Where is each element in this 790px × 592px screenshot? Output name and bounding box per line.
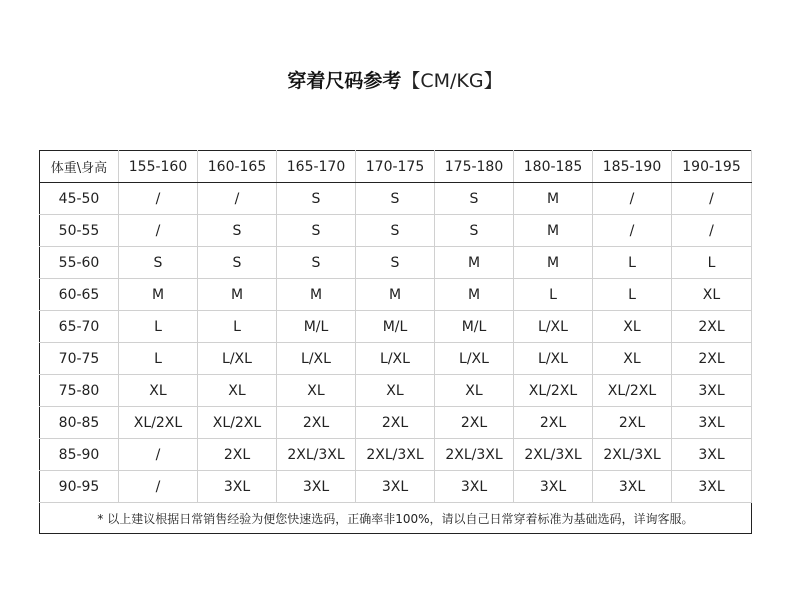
- size-cell: XL/2XL: [514, 375, 593, 407]
- weight-cell: 55-60: [40, 247, 119, 279]
- size-cell: S: [198, 247, 277, 279]
- height-header: 180-185: [514, 151, 593, 183]
- size-cell: L: [119, 343, 198, 375]
- size-cell: /: [198, 183, 277, 215]
- size-cell: L: [119, 311, 198, 343]
- table-row: [40, 215, 752, 247]
- size-cell: 2XL/3XL: [593, 439, 672, 471]
- table-row: [40, 247, 752, 279]
- weight-cell: 85-90: [40, 439, 119, 471]
- size-cell: S: [435, 183, 514, 215]
- size-cell: 2XL: [672, 311, 752, 343]
- size-cell: 2XL/3XL: [514, 439, 593, 471]
- size-cell: 2XL: [672, 343, 752, 375]
- size-cell: 2XL: [593, 407, 672, 439]
- size-cell: M: [435, 247, 514, 279]
- size-cell: /: [119, 183, 198, 215]
- size-cell: M: [514, 183, 593, 215]
- size-cell: S: [356, 215, 435, 247]
- size-cell: L: [593, 247, 672, 279]
- size-cell: 2XL: [356, 407, 435, 439]
- size-cell: S: [119, 247, 198, 279]
- height-header: 175-180: [435, 151, 514, 183]
- size-cell: M: [356, 279, 435, 311]
- table-row: [40, 279, 752, 311]
- size-cell: XL: [593, 311, 672, 343]
- size-cell: 2XL/3XL: [277, 439, 356, 471]
- size-cell: 2XL: [198, 439, 277, 471]
- height-header: 155-160: [119, 151, 198, 183]
- size-cell: 2XL/3XL: [435, 439, 514, 471]
- size-cell: M: [514, 215, 593, 247]
- size-cell: XL/2XL: [593, 375, 672, 407]
- size-cell: 3XL: [514, 471, 593, 503]
- size-cell: 2XL: [277, 407, 356, 439]
- size-cell: S: [277, 215, 356, 247]
- size-cell: XL: [672, 279, 752, 311]
- size-cell: /: [119, 439, 198, 471]
- size-cell: XL/2XL: [198, 407, 277, 439]
- size-cell: 3XL: [435, 471, 514, 503]
- size-cell: 3XL: [198, 471, 277, 503]
- size-cell: 3XL: [593, 471, 672, 503]
- size-cell: /: [593, 183, 672, 215]
- size-cell: /: [119, 471, 198, 503]
- table-row: [40, 407, 752, 439]
- size-cell: S: [435, 215, 514, 247]
- height-header: 190-195: [672, 151, 752, 183]
- corner-header: 体重\身高: [40, 151, 119, 183]
- size-cell: 2XL/3XL: [356, 439, 435, 471]
- size-cell: L/XL: [435, 343, 514, 375]
- size-cell: S: [277, 247, 356, 279]
- title-unit: 【CM/KG】: [401, 70, 503, 92]
- size-cell: M: [119, 279, 198, 311]
- weight-cell: 70-75: [40, 343, 119, 375]
- weight-cell: 75-80: [40, 375, 119, 407]
- size-cell: M/L: [356, 311, 435, 343]
- title-main: 穿着尺码参考: [287, 70, 402, 92]
- size-cell: M/L: [435, 311, 514, 343]
- size-chart-body: [40, 151, 752, 534]
- table-row: [40, 311, 752, 343]
- size-cell: XL: [593, 343, 672, 375]
- note-row: [40, 503, 752, 534]
- size-cell: S: [356, 247, 435, 279]
- size-cell: L/XL: [356, 343, 435, 375]
- size-cell: L/XL: [514, 343, 593, 375]
- size-cell: XL: [435, 375, 514, 407]
- height-header: 185-190: [593, 151, 672, 183]
- size-cell: S: [277, 183, 356, 215]
- size-cell: 3XL: [672, 375, 752, 407]
- size-cell: L/XL: [514, 311, 593, 343]
- table-row: [40, 471, 752, 503]
- table-row: [40, 375, 752, 407]
- size-cell: 3XL: [672, 471, 752, 503]
- table-row: [40, 439, 752, 471]
- size-cell: XL: [277, 375, 356, 407]
- sizing-note: * 以上建议根据日常销售经验为便您快速选码，正确率非100%，请以自己日常穿着标准为基础选码，详询客服。: [97, 511, 694, 526]
- size-cell: L/XL: [277, 343, 356, 375]
- height-header: 170-175: [356, 151, 435, 183]
- weight-cell: 45-50: [40, 183, 119, 215]
- size-cell: /: [593, 215, 672, 247]
- size-cell: L: [593, 279, 672, 311]
- size-cell: M: [277, 279, 356, 311]
- weight-cell: 60-65: [40, 279, 119, 311]
- size-cell: XL: [198, 375, 277, 407]
- height-header: 165-170: [277, 151, 356, 183]
- size-cell: XL: [119, 375, 198, 407]
- size-cell: 3XL: [672, 407, 752, 439]
- size-cell: 3XL: [672, 439, 752, 471]
- table-row: [40, 183, 752, 215]
- height-header: 160-165: [198, 151, 277, 183]
- page-title: [0, 66, 790, 96]
- size-cell: 3XL: [356, 471, 435, 503]
- size-cell: 2XL: [435, 407, 514, 439]
- size-cell: 3XL: [277, 471, 356, 503]
- size-cell: L: [198, 311, 277, 343]
- size-cell: M/L: [277, 311, 356, 343]
- size-cell: /: [672, 183, 752, 215]
- size-cell: M: [198, 279, 277, 311]
- size-cell: XL: [356, 375, 435, 407]
- size-cell: L/XL: [198, 343, 277, 375]
- size-cell: /: [119, 215, 198, 247]
- weight-cell: 90-95: [40, 471, 119, 503]
- table-row: [40, 343, 752, 375]
- size-cell: L: [672, 247, 752, 279]
- size-cell: S: [356, 183, 435, 215]
- size-cell: M: [514, 247, 593, 279]
- size-chart-table: [39, 150, 752, 534]
- size-cell: S: [198, 215, 277, 247]
- size-cell: L: [514, 279, 593, 311]
- size-cell: XL/2XL: [119, 407, 198, 439]
- size-cell: M: [435, 279, 514, 311]
- header-row: [40, 151, 752, 183]
- weight-cell: 50-55: [40, 215, 119, 247]
- weight-cell: 65-70: [40, 311, 119, 343]
- size-cell: 2XL: [514, 407, 593, 439]
- size-cell: /: [672, 215, 752, 247]
- weight-cell: 80-85: [40, 407, 119, 439]
